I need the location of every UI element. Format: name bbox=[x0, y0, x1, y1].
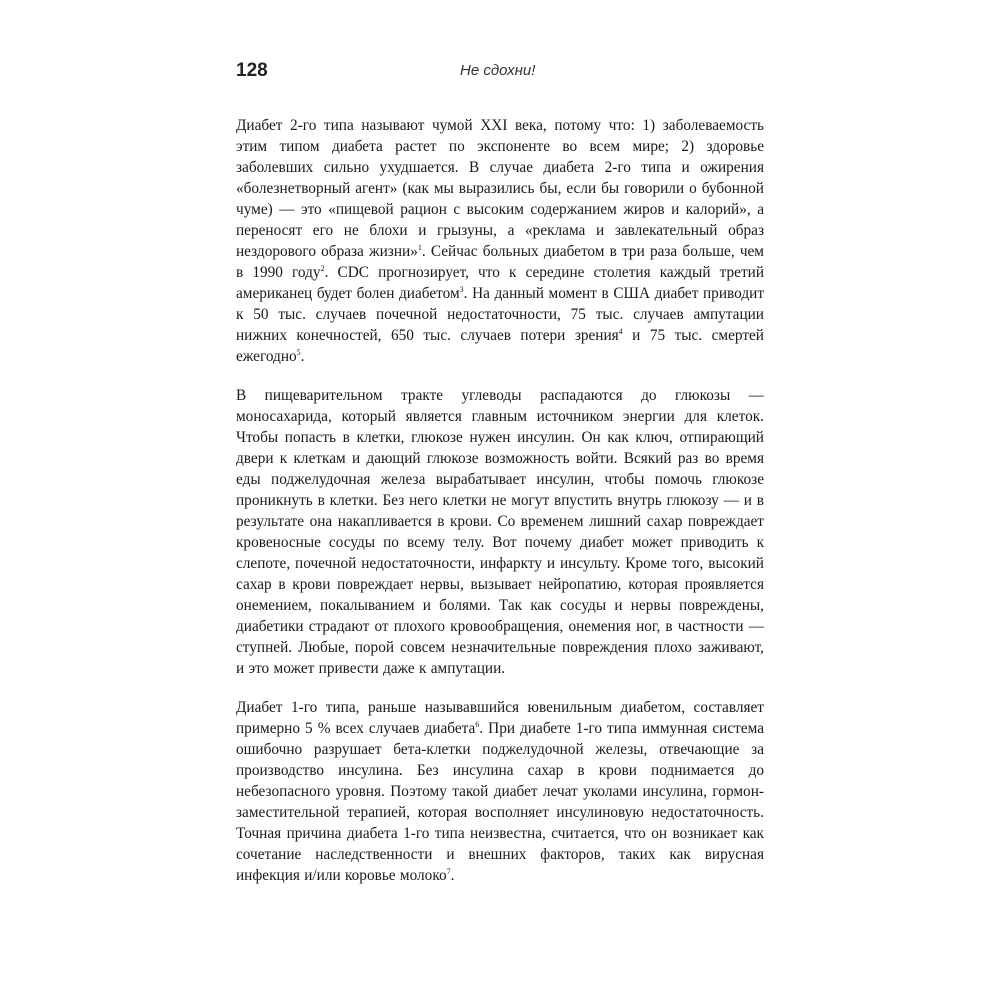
paragraph-text: и 75 тыс. смертей ежегодно bbox=[236, 327, 764, 365]
footnote-marker: 6 bbox=[475, 720, 480, 729]
book-page bbox=[236, 58, 764, 904]
running-header bbox=[236, 58, 764, 90]
paragraph-type1-diabetes bbox=[236, 697, 764, 886]
paragraph-text: . На данный момент в США диабет приводит к 50 тыс. случаев почечной недостаточности, 75 тыс. случаев ампутации нижних конечностей, 650 тыс. случаев потери зрения bbox=[236, 285, 764, 344]
footnote-marker: 3 bbox=[459, 285, 464, 294]
footnote-marker: 5 bbox=[296, 348, 301, 357]
paragraph-text: . При диабете 1-го типа иммунная система ошибочно разрушает бета-клетки поджелудочной железы, отвечающие за производство инсулина. Без инсулина сахар в крови поднимается до небезопасного уровня. Поэтому такой диабет лечат уколами инсулина, гормон-заместительной терапией, которая восполняет инсулиновую недостаточность. Точная причина диабета 1-го типа неизвестна, считается, что он возникает как сочетание наследственности и внешних факторов, таких как вирусная инфекция и/или коровье молоко bbox=[236, 720, 764, 884]
paragraph-text: Диабет 1-го типа, раньше называвшийся ювенильным диабетом, составляет примерно 5 % всех случаев диабета bbox=[236, 699, 764, 737]
paragraph-text: . CDC прогнозирует, что к середине столетия каждый третий американец будет болен диабетом bbox=[236, 264, 764, 302]
paragraph-text: . Сейчас больных диабетом в три раза больше, чем в 1990 году bbox=[236, 243, 764, 281]
paragraph-text: Диабет 2-го типа называют чумой XXI века, потому что: 1) заболеваемость этим типом диабета растет по экспоненте во всем мире; 2) здоровье заболевших сильно ухудшается. В случае диабета 2-го типа и ожирения «болезнетворный агент» (как мы выразились бы, если бы говорили о бубонной чуме) — это «пищевой рацион с высоким содержанием жиров и калорий», а переносят его не блохи и грызуны, а «реклама и завлекательный образ нездорового образа жизни» bbox=[236, 117, 764, 260]
paragraph-type2-diabetes bbox=[236, 115, 764, 367]
footnote-marker: 4 bbox=[618, 327, 623, 336]
footnote-marker: 2 bbox=[320, 264, 325, 273]
footnote-marker: 7 bbox=[446, 867, 451, 876]
page-number: 128 bbox=[236, 60, 268, 81]
paragraph-text: . bbox=[300, 348, 305, 365]
paragraph-text: . bbox=[450, 867, 455, 884]
footnote-marker: 1 bbox=[417, 243, 422, 252]
book-title: Не сдохни! bbox=[460, 62, 536, 79]
paragraph-glucose-insulin bbox=[236, 385, 764, 679]
paragraph-text: В пищеварительном тракте углеводы распадаются до глюкозы — моносахарида, который является главным источником энергии для клеток. Чтобы попасть в клетки, глюкозе нужен инсулин. Он как ключ, отпирающий двери к клеткам и дающий глюкозе возможность войти. Всякий раз во время еды поджелудочная железа вырабатывает инсулин, чтобы помочь глюкозе проникнуть в клетки. Без него клетки не могут впустить внутрь глюкозу — и в результате она накапливается в крови. Со временем лишний сахар повреждает кровеносные сосуды по всему телу. Вот почему диабет может приводить к слепоте, почечной недостаточности, инфаркту и инсульту. Кроме того, высокий сахар в крови повреждает нервы, вызывает нейропатию, которая проявляется онемением, покалыванием и болями. Так как сосуды и нервы повреждены, диабетики страдают от плохого кровообращения, онемения ног, в частности — ступней. Любые, порой совсем незначительные повреждения плохо заживают, и это может привести даже к ампутации. bbox=[236, 387, 764, 677]
